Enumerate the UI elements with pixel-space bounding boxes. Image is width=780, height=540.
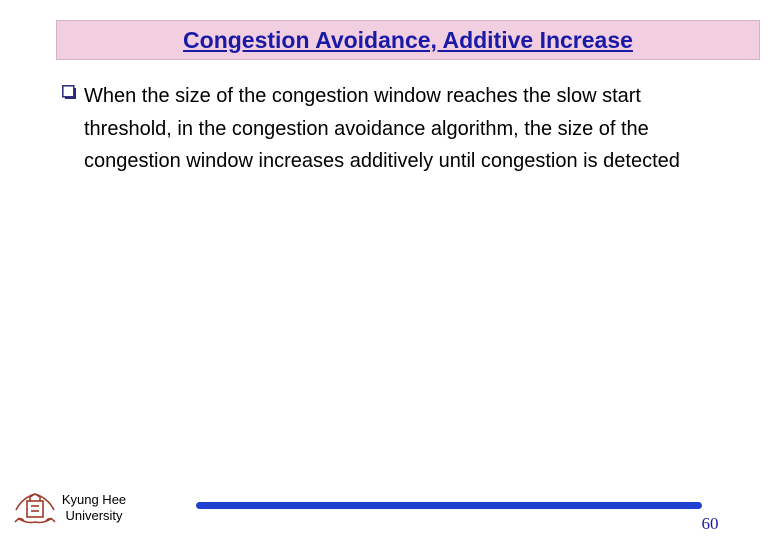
university-name-line1: Kyung Hee xyxy=(61,492,127,507)
checkbox-bullet-icon xyxy=(62,85,77,100)
bullet-text: When the size of the congestion window reaches the slow start threshold, in the congestion avoidance algorithm, the size of the congestion window increases additively until congestion is detected xyxy=(84,85,680,172)
title-bar xyxy=(56,20,760,60)
university-name-line2: University xyxy=(65,508,123,523)
university-crest-icon xyxy=(12,488,58,528)
bullet-item xyxy=(62,80,752,178)
slide-title: Congestion Avoidance, Additive Increase xyxy=(183,26,633,53)
page-number: 60 xyxy=(701,514,719,533)
university-name xyxy=(54,492,134,524)
footer-divider xyxy=(196,502,702,509)
